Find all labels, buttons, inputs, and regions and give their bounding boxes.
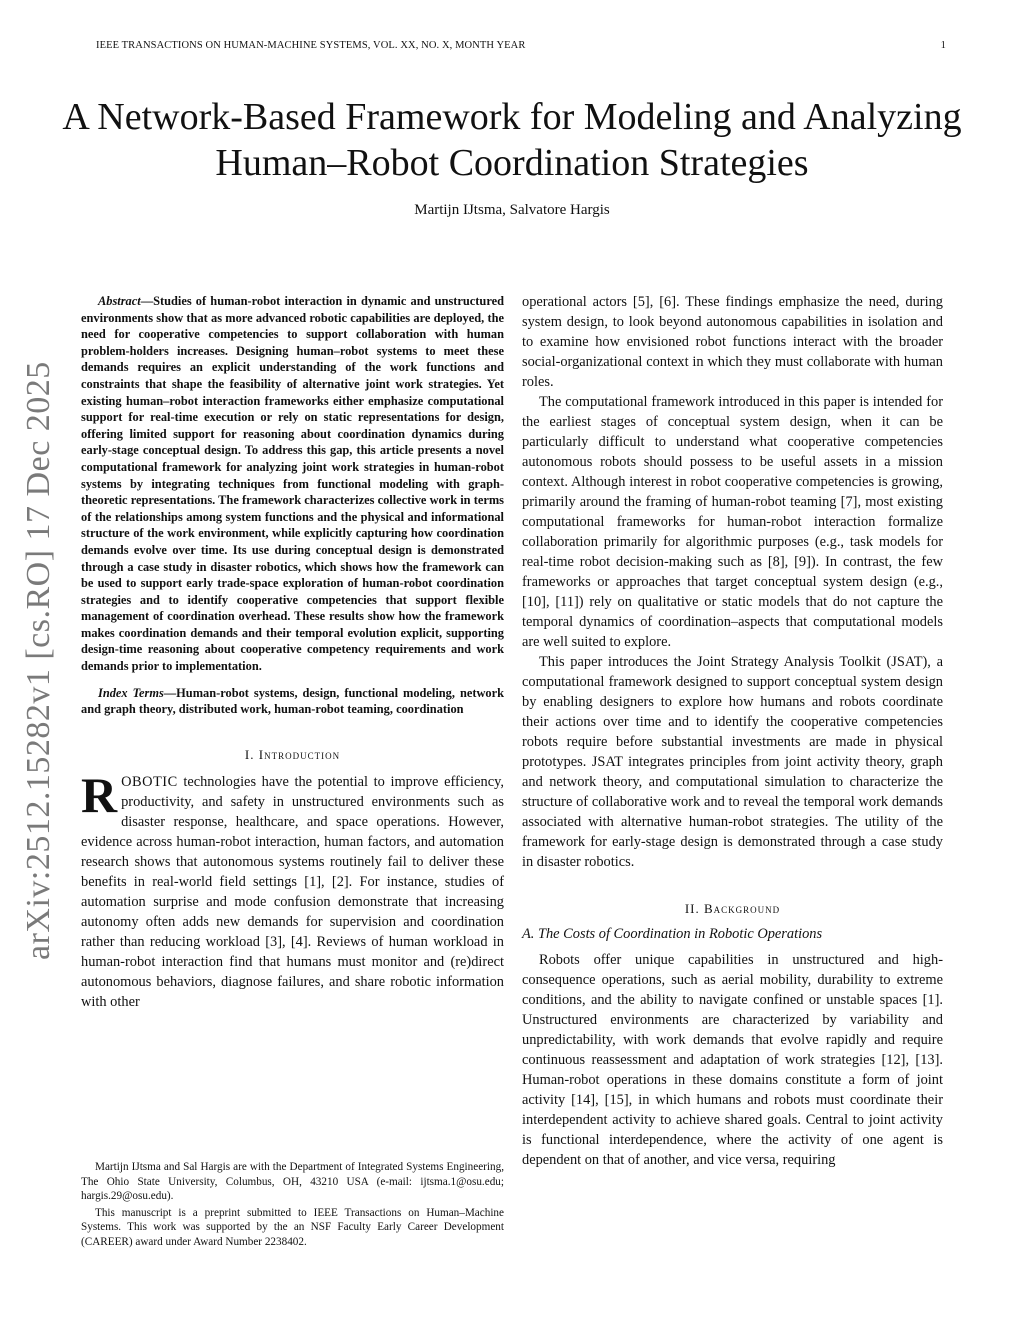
drop-cap: R <box>81 766 118 823</box>
running-header <box>96 40 946 56</box>
left-column <box>81 293 504 1012</box>
arxiv-identifier: arXiv:2512.15282v1 [cs.RO] 17 Dec 2025 <box>20 361 57 960</box>
intro-paragraph-3: This paper introduces the Joint Strategy Analysis Toolkit (JSAT), a computational framework designed to support conceptual system design by enabling designers to explore how humans and robots coordinate their actions over time and to identify the cooperative competencies robots require before substantial investments are made in physical prototypes. JSAT integrates principles from joint activity theory, graph and network theory, and computational simulation to characterize the structure of collaborative work and to reveal the temporal work demands associated with alternative human-robot strategies. The utility of the framework for early-stage design is demonstrated through a case study in disaster robotics. <box>522 654 943 870</box>
index-terms <box>81 685 504 718</box>
index-terms-text: —Human-robot systems, design, functional modeling, network and graph theory, distributed work, human-robot teaming, coordination <box>81 685 504 717</box>
page-number: 1 <box>940 40 946 51</box>
intro-first-word: OBOTIC <box>121 773 178 790</box>
footnotes <box>81 1160 504 1249</box>
right-column <box>522 292 943 1170</box>
abstract <box>81 293 504 675</box>
intro-paragraph-2: The computational framework introduced in this paper is intended for the earliest stages of conceptual system design, when it can be particularly difficult to understand what cooperative competencies autonomous robots should possess to be useful assets in a mission context. Although interest in robot cooperative competencies is growing, primarily around the framing of human-robot teaming [7], most existing computational frameworks for human-robot interaction formalize collaboration primarily for algorithmic purposes (e.g., task models for real-time robot decision-making such as [8], [9]). In contrast, the few frameworks or approaches that target conceptual system design (e.g., [10], [11]) rely on qualitative or static models that do not capture the temporal dynamics of coordination–aspects that computational models are well suited to explore. <box>522 394 943 650</box>
index-terms-label: Index Terms <box>98 685 164 700</box>
paper-title: A Network-Based Framework for Modeling and Analyzing Human–Robot Coordination Strategies <box>62 96 962 184</box>
author-list: Martijn IJtsma, Salvatore Hargis <box>414 202 610 218</box>
background-paragraph-1: Robots offer unique capabilities in unstructured and high-consequence operations, such as aerial mobility, durability to extreme conditions, and the ability to navigate confined or unstable spaces [1]. Unstructured environments are characterized by variability and unpredictability, with work demands that evolve rapidly and require continuous reassessment and adaptation of work strategies [12], [13]. Human-robot operations in these domains constitute a form of joint activity [14], [15], in which humans and robots must coordinate their interdependent activity to achieve shared goals. Central to joint activity is functional interdependence, where the activity of one agent is dependent on that of another, and vice versa, requiring <box>522 952 943 1168</box>
footnote-affiliation: Martijn IJtsma and Sal Hargis are with the Department of Integrated Systems Engineering, The Ohio State University, Columbus, OH, 43210 USA (e-mail: ijtsma.1@osu.edu; hargis.29@osu.edu). <box>81 1161 504 1202</box>
footnote-preprint: This manuscript is a preprint submitted to IEEE Transactions on Human–Machine Systems. This work was supported by the an NSF Faculty Early Career Development (CAREER) award under Award Number 2238402. <box>81 1206 504 1248</box>
section-heading-background: II. Background <box>684 901 781 916</box>
subsection-heading-costs: A. The Costs of Coordination in Robotic Operations <box>522 926 823 942</box>
journal-name: IEEE TRANSACTIONS ON HUMAN-MACHINE SYSTEMS, VOL. XX, NO. X, MONTH YEAR <box>96 40 526 51</box>
section-heading-introduction: I. Introduction <box>244 746 341 762</box>
abstract-label: Abstract <box>98 294 141 308</box>
intro-paragraph-1 <box>81 766 504 1012</box>
intro-paragraph-1-continued: operational actors [5], [6]. These findings emphasize the need, during system design, to look beyond autonomous capabilities in isolation and to examine how envisioned robot functions interact with the broader social-organizational context in which they must collaborate with human roles. <box>522 294 943 390</box>
abstract-text: —Studies of human-robot interaction in dynamic and unstructured environments show that as more advanced robotic capabilities are deployed, the need for cooperative competencies to support collaboration with human problem-holders increases. Designing human–robot systems to meet these demands requires an explicit understanding of the work functions and constraints that shape the feasibility of alternative joint work strategies. Yet existing human–robot interaction frameworks either emphasize computational support for real-time execution or rely on static representations for design, offering limited support for reasoning about coordination dynamics during early-stage conceptual design. To address this gap, this article presents a novel computational framework for analyzing joint work strategies in human-robot systems by integrating techniques from functional modeling with graph-theoretic representations. The framework characterizes collective work in terms of the relationships among system functions and the physical and informational structure of the work environment, while explicitly capturing how coordination demands evolve over time. Its use during conceptual design is demonstrated through a case study in disaster robotics, which shows how the framework can be used to support early trade-space exploration of human-robot coordination strategies and to identify cooperative competencies that support flexible management of coordination overhead. These results show how the framework makes coordination demands and their temporal evolution explicit, supporting design-time reasoning about cooperative competency requirements and work demands prior to implementation. <box>81 294 504 674</box>
intro-paragraph-1-text: technologies have the potential to improve efficiency, productivity, and safety in unstructured environments such as disaster response, healthcare, and space operations. However, evidence across human-robot interaction, human factors, and automation research shows that autonomous systems routinely fail to deliver these benefits in real-world field settings [1], [2]. For instance, studies of automation surprise and mode confusion demonstrate that increasing autonomy often adds new demands for supervision and coordination rather than reducing workload [3], [4]. Reviews of human workload in human-robot interaction find that humans must monitor and (re)direct autonomous behaviors, diagnose failures, and share robotic information with other <box>81 773 504 1010</box>
